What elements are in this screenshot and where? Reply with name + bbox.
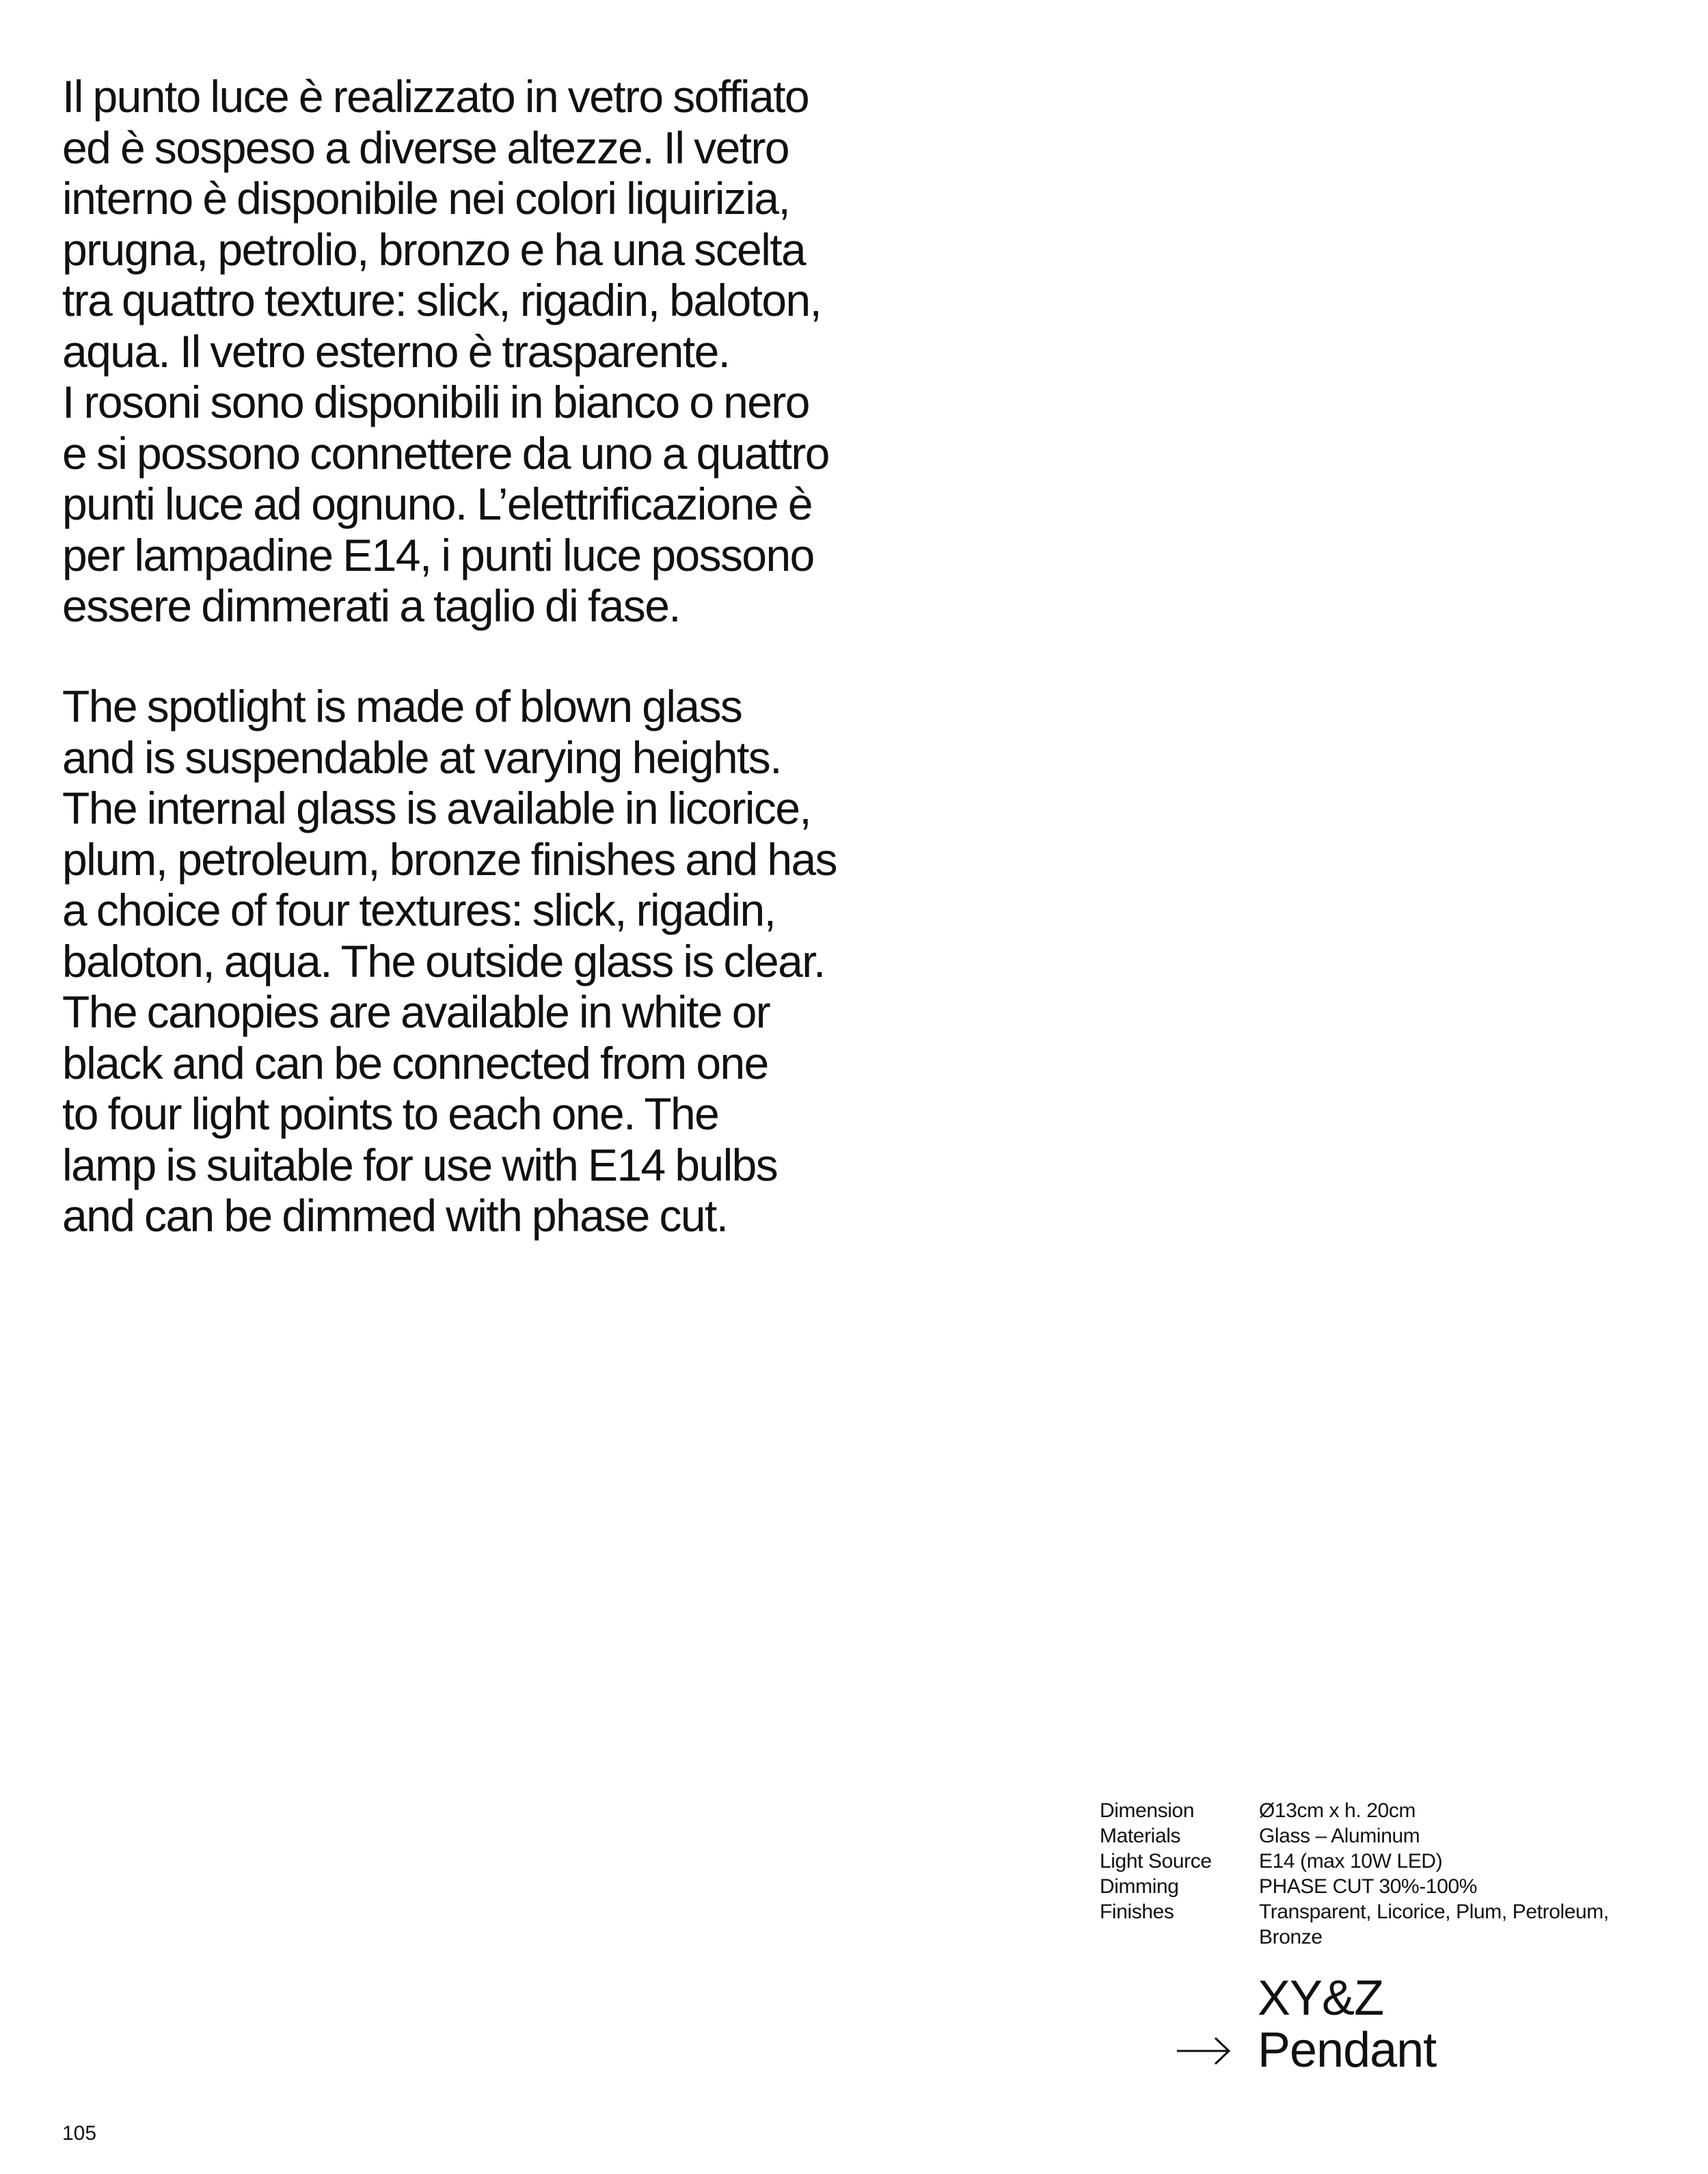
text-line: essere dimmerati a taglio di fase. (62, 580, 681, 631)
spec-label: Dimming (1100, 1875, 1179, 1898)
text-line: a choice of four textures: slick, rigadin, (62, 885, 776, 935)
text-line: plum, petroleum, bronze finishes and has (62, 833, 837, 885)
product-name-line-2: Pendant (1258, 2023, 1437, 2078)
text-line: aqua. Il vetro esterno è trasparente. (62, 325, 730, 377)
text-line: per lampadine E14, i punti luce possono (62, 529, 814, 580)
spec-value: Ø13cm x h. 20cm (1259, 1799, 1416, 1822)
text-line: punti luce ad ognuno. L’elettrificazione è (62, 479, 812, 529)
text-line: interno è disponibile nei colori liquirizia, (62, 173, 790, 224)
text-line: tra quattro texture: slick, rigadin, baloton, (62, 275, 822, 325)
text-line: and is suspendable at varying heights. (62, 732, 781, 783)
english-description (62, 681, 923, 1242)
text-line: The internal glass is available in licorice, (62, 783, 811, 833)
text-line: black and can be connected from one (62, 1037, 768, 1088)
text-line: baloton, aqua. The outside glass is clear. (62, 935, 825, 987)
spec-row-dimension (1100, 1798, 1687, 1823)
spec-row-materials (1100, 1823, 1687, 1849)
text-line: to four light points to each one. The (62, 1088, 719, 1139)
spec-value: E14 (max 10W LED) (1259, 1850, 1443, 1873)
text-line: ed è sospeso a diverse altezze. Il vetro (62, 122, 789, 173)
text-line: lamp is suitable for use with E14 bulbs (62, 1139, 778, 1190)
page-number: 105 (62, 2122, 97, 2145)
text-line: prugna, petrolio, bronzo e ha una scelta (62, 224, 806, 275)
text-line: and can be dimmed with phase cut. (62, 1190, 728, 1241)
text-line: I rosoni sono disponibili in bianco o nero (62, 377, 809, 427)
product-title-block (1176, 1972, 1654, 2082)
spec-row-finishes (1100, 1899, 1687, 1924)
right-arrow-icon (1176, 2035, 1232, 2067)
spec-value: Transparent, Licorice, Plum, Petroleum, (1259, 1901, 1609, 1923)
product-name-line-1: XY&Z (1258, 1971, 1384, 2026)
spec-value: PHASE CUT 30%-100% (1259, 1875, 1478, 1898)
text-line: e si possono connettere da uno a quattro (62, 427, 829, 479)
spec-label: Finishes (1100, 1901, 1174, 1923)
text-line: The canopies are available in white or (62, 987, 770, 1037)
spec-table (1100, 1798, 1687, 1950)
spec-label (1100, 1924, 1259, 1950)
spec-row-light-source (1100, 1849, 1687, 1874)
italian-description (62, 71, 923, 632)
spec-row-dimming (1100, 1874, 1687, 1899)
product-name (1258, 1972, 1436, 2076)
text-line: Il punto luce è realizzato in vetro soffiato (62, 71, 809, 122)
spec-value: Glass – Aluminum (1259, 1825, 1420, 1847)
spec-label: Light Source (1100, 1850, 1212, 1873)
spec-value: Bronze (1259, 1926, 1323, 1948)
spec-row-finishes-continued (1100, 1924, 1687, 1950)
spec-label: Dimension (1100, 1799, 1195, 1822)
spec-label: Materials (1100, 1825, 1181, 1847)
text-line: The spotlight is made of blown glass (62, 681, 742, 732)
